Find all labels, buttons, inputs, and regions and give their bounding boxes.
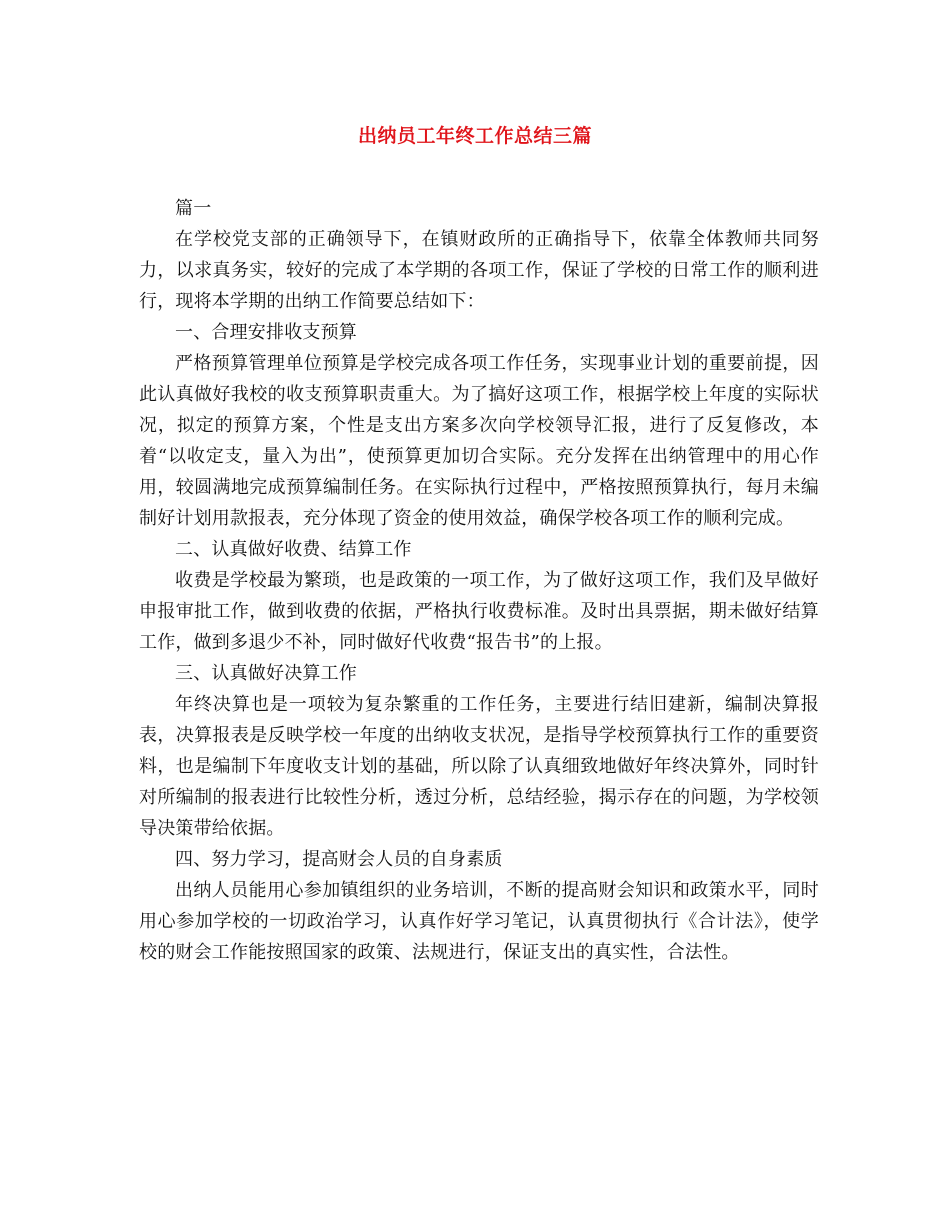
section-heading: 三、认真做好决算工作 [175,663,357,684]
body-paragraph: 年终决算也是一项较为复杂繁重的工作任务，主要进行结旧建新，编制决算报表，决算报表是反映学校一年度的出纳收支状况，是指导学校预算执行工作的重要资料，也是编制下年度收支计划的基础，所以除了认真细致地做好年终决算外，同时针对所编制的报表进行比较性分析，透过分析，总结经验，揭示存在的问题，为学校领导决策带给依据。 [139,694,819,839]
document-title: 出纳员工年终工作总结三篇 [357,125,592,147]
section-label: 篇一 [175,198,212,219]
section-heading: 四、努力学习，提高财会人员的自身素质 [175,849,503,870]
body-paragraph: 出纳人员能用心参加镇组织的业务培训，不断的提高财会知识和政策水平，同时用心参加学校的一切政治学习，认真作好学习笔记，认真贯彻执行《合计法》，使学校的财会工作能按照国家的政策、法规进行，保证支出的真实性，合法性。 [139,880,819,963]
body-paragraph: 严格预算管理单位预算是学校完成各项工作任务，实现事业计划的重要前提，因此认真做好我校的收支预算职责重大。为了搞好这项工作，根据学校上年度的实际状况，拟定的预算方案，个性是支出方案多次向学校领导汇报，进行了反复修改，本着“以收定支，量入为出”，使预算更加切合实际。充分发挥在出纳管理中的用心作用，较圆满地完成预算编制任务。在实际执行过程中，严格按照预算执行，每月未编制好计划用款报表，充分体现了资金的使用效益，确保学校各项工作的顺利完成。 [139,353,819,529]
section-heading: 一、合理安排收支预算 [175,322,357,343]
body-paragraph: 收费是学校最为繁琐，也是政策的一项工作，为了做好这项工作，我们及早做好申报审批工作，做到收费的依据，严格执行收费标准。及时出具票据，期未做好结算工作，做到多退少不补，同时做好代收费“报告书”的上报。 [139,570,819,653]
body-paragraph: 在学校党支部的正确领导下，在镇财政所的正确指导下，依靠全体教师共同努力，以求真务实，较好的完成了本学期的各项工作，保证了学校的日常工作的顺利进行，现将本学期的出纳工作简要总结如下： [139,229,819,312]
document-body [139,193,819,968]
section-heading: 二、认真做好收费、结算工作 [175,539,412,560]
